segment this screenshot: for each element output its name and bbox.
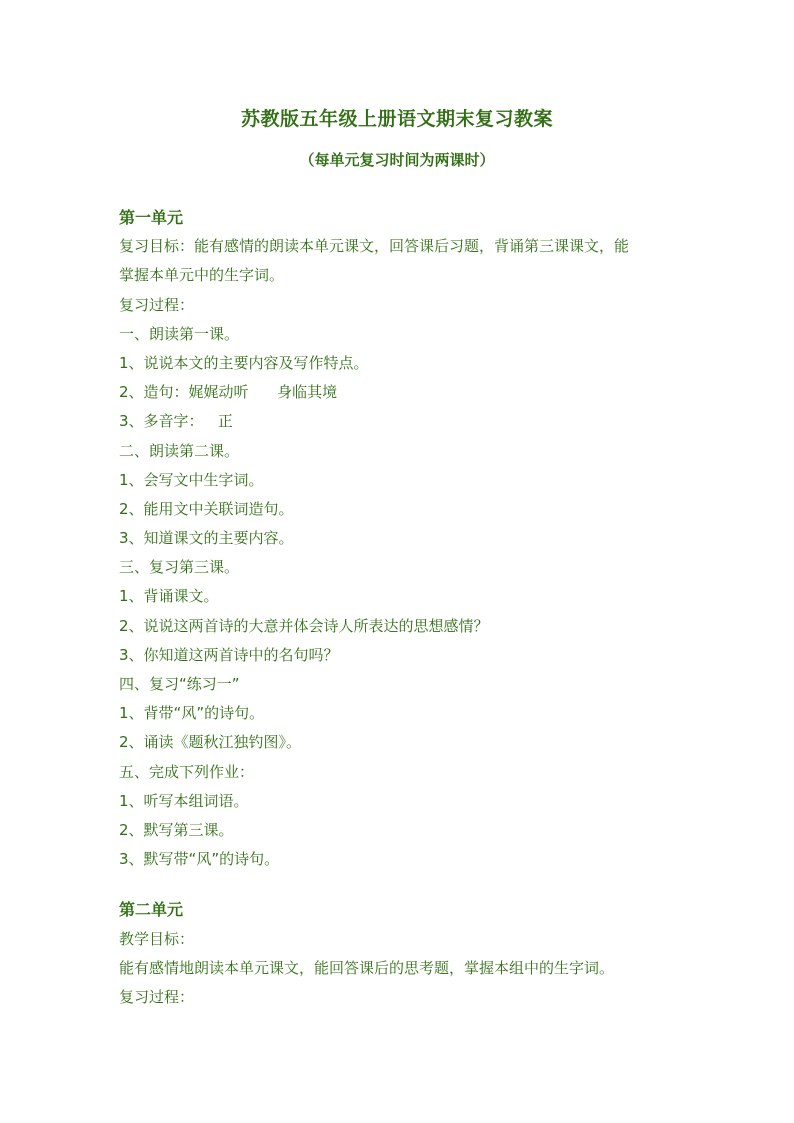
unit1-goal-line-2: 掌握本单元中的生字词。	[119, 266, 285, 285]
list-item: 2、默写第三课。	[119, 820, 234, 839]
document-title: 苏教版五年级上册语文期末复习教案	[240, 108, 553, 130]
unit2-heading: 第二单元	[119, 900, 184, 920]
list-item: 2、诵读《题秋江独钓图》。	[119, 733, 302, 752]
unit1-process-label: 复习过程：	[119, 295, 195, 314]
section-spacer	[119, 874, 679, 895]
list-item: 1、会写文中生字词。	[119, 470, 264, 489]
list-item: 一、朗读第一课。	[119, 324, 240, 343]
list-item: 1、听写本组词语。	[119, 791, 249, 810]
list-item: 2、说说这两首诗的大意并体会诗人所表达的思想感情？	[119, 616, 489, 635]
list-item: 2、造句：娓娓动听 身临其境	[119, 383, 338, 402]
list-item: 1、背带“风”的诗句。	[119, 704, 265, 723]
list-item: 二、朗读第二课。	[119, 441, 240, 460]
document-body	[119, 203, 679, 1012]
unit1-goal-line-1: 复习目标：能有感情的朗读本单元课文，回答课后习题，背诵第三课课文，能	[119, 237, 630, 256]
list-item: 四、复习“练习一”	[119, 675, 240, 693]
unit2-process-label: 复习过程：	[119, 987, 195, 1006]
unit2-goal-label: 教学目标：	[119, 929, 195, 948]
document-subtitle: （每单元复习时间为两课时）	[299, 151, 495, 169]
list-item: 三、复习第三课。	[119, 558, 240, 577]
list-item: 3、知道课文的主要内容。	[119, 529, 294, 548]
list-item: 3、多音字： 正	[119, 412, 233, 431]
list-item: 1、背诵课文。	[119, 587, 219, 606]
list-item: 2、能用文中关联词造句。	[119, 499, 294, 518]
list-item: 3、默写带“风”的诗句。	[119, 850, 280, 869]
list-item: 五、完成下列作业：	[119, 762, 255, 781]
unit1-heading: 第一单元	[119, 208, 184, 227]
list-item: 1、说说本文的主要内容及写作特点。	[119, 353, 369, 372]
list-item: 3、你知道这两首诗中的名句吗？	[119, 645, 339, 664]
unit2-goal-text: 能有感情地朗读本单元课文，能回答课后的思考题，掌握本组中的生字词。	[119, 958, 615, 977]
